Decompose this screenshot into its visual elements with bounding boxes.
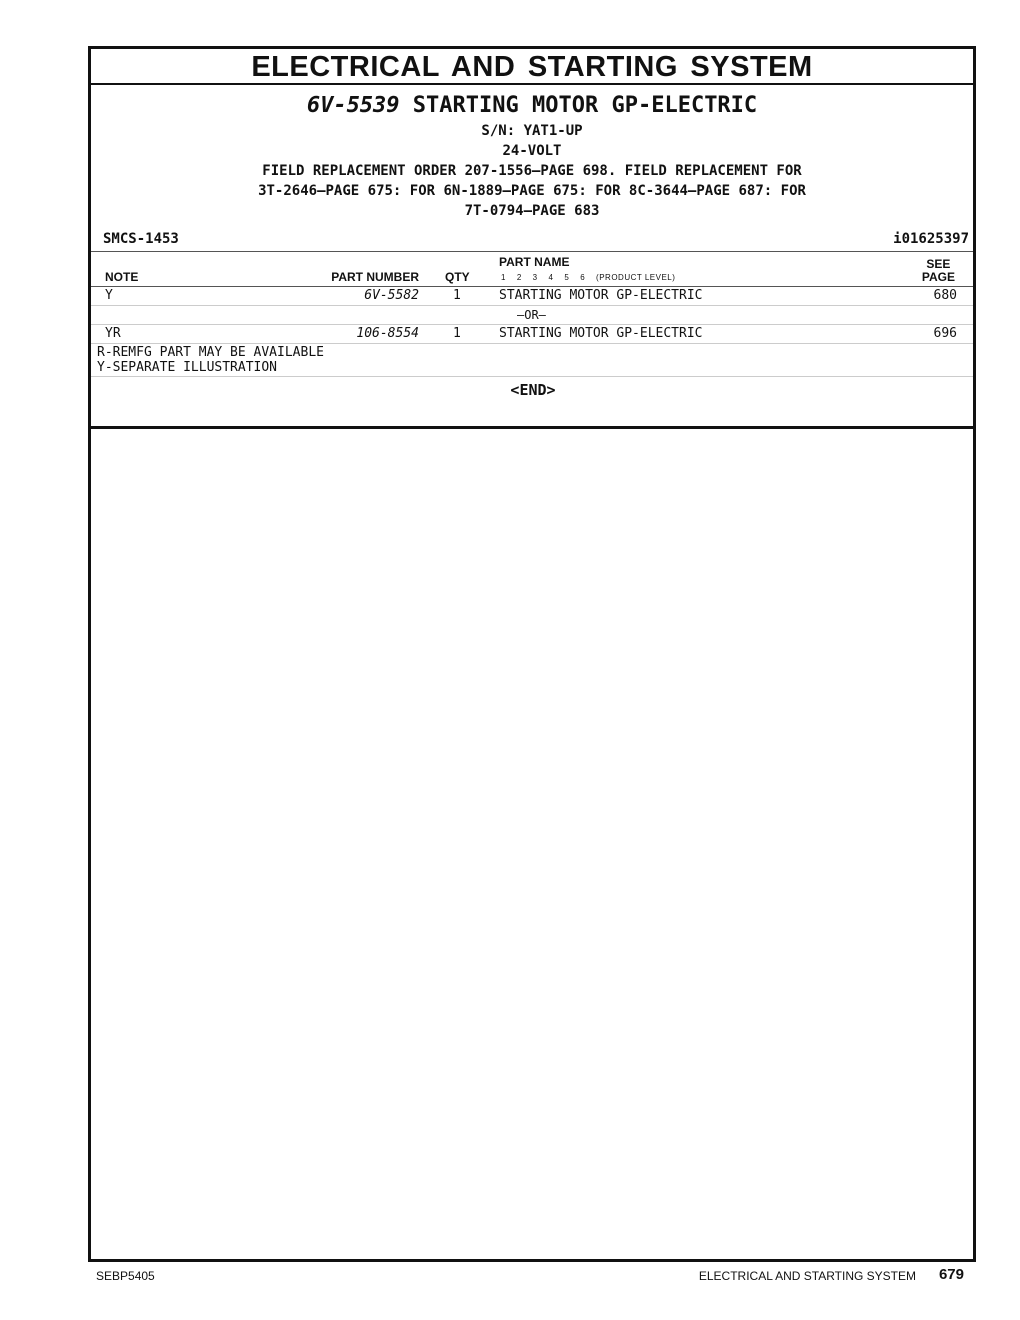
group-header xyxy=(91,93,973,221)
header-note: NOTE xyxy=(105,270,139,284)
page-footer xyxy=(96,1266,966,1286)
or-separator xyxy=(91,306,973,325)
note-separate-illustration: Y-SEPARATE ILLUSTRATION xyxy=(97,360,278,375)
smcs-row xyxy=(91,229,973,252)
header-qty: QTY xyxy=(445,270,470,284)
header-part-name: PART NAME xyxy=(499,255,570,269)
row-qty: 1 xyxy=(453,288,461,303)
notes-legend xyxy=(91,344,973,377)
section-divider xyxy=(91,426,973,429)
illustration-id: i01625397 xyxy=(893,231,969,247)
smcs-code: SMCS-1453 xyxy=(103,231,179,247)
section-title: ELECTRICAL AND STARTING SYSTEM xyxy=(91,49,973,85)
header-product-levels: 1 2 3 4 5 6 (PRODUCT LEVEL) xyxy=(501,273,676,282)
group-title xyxy=(91,93,973,119)
row-part-number[interactable]: 106-8554 xyxy=(356,326,419,341)
row-part-name: STARTING MOTOR GP-ELECTRIC xyxy=(499,326,703,341)
row-note: YR xyxy=(105,326,121,341)
group-part-number[interactable]: 6V-5539 xyxy=(306,93,400,118)
page-frame xyxy=(88,46,976,1262)
table-row[interactable] xyxy=(91,325,973,344)
replacement-line-3: 7T-0794—PAGE 683 xyxy=(464,203,600,219)
row-part-number[interactable]: 6V-5582 xyxy=(364,288,419,303)
row-part-name: STARTING MOTOR GP-ELECTRIC xyxy=(499,288,703,303)
row-see-page[interactable]: 680 xyxy=(933,288,957,303)
footer-doc-number: SEBP5405 xyxy=(96,1269,155,1283)
row-note: Y xyxy=(105,288,113,303)
or-text: —OR— xyxy=(517,308,546,322)
replacement-line-2: 3T-2646—PAGE 675: FOR 6N-1889—PAGE 675: FOR 8C-3644—PAGE 687: FOR xyxy=(258,183,806,199)
footer-page-number: 679 xyxy=(938,1266,964,1283)
header-see-page xyxy=(922,258,955,284)
serial-range: S/N: YAT1-UP xyxy=(481,123,583,139)
table-row[interactable] xyxy=(91,287,973,306)
replacement-line-1: FIELD REPLACEMENT ORDER 207-1556—PAGE 698. FIELD REPLACEMENT FOR xyxy=(262,163,802,179)
group-name: STARTING MOTOR GP-ELECTRIC xyxy=(412,93,758,118)
end-marker: <END> xyxy=(510,381,556,399)
note-remfg: R-REMFG PART MAY BE AVAILABLE xyxy=(97,345,324,360)
footer-section: ELECTRICAL AND STARTING SYSTEM xyxy=(698,1269,916,1283)
row-see-page[interactable]: 696 xyxy=(933,326,957,341)
voltage: 24-VOLT xyxy=(502,143,562,159)
header-part-number: PART NUMBER xyxy=(331,270,419,284)
column-headers xyxy=(91,252,973,287)
header-see: SEE xyxy=(926,257,951,271)
row-qty: 1 xyxy=(453,326,461,341)
header-page: PAGE xyxy=(921,270,955,284)
